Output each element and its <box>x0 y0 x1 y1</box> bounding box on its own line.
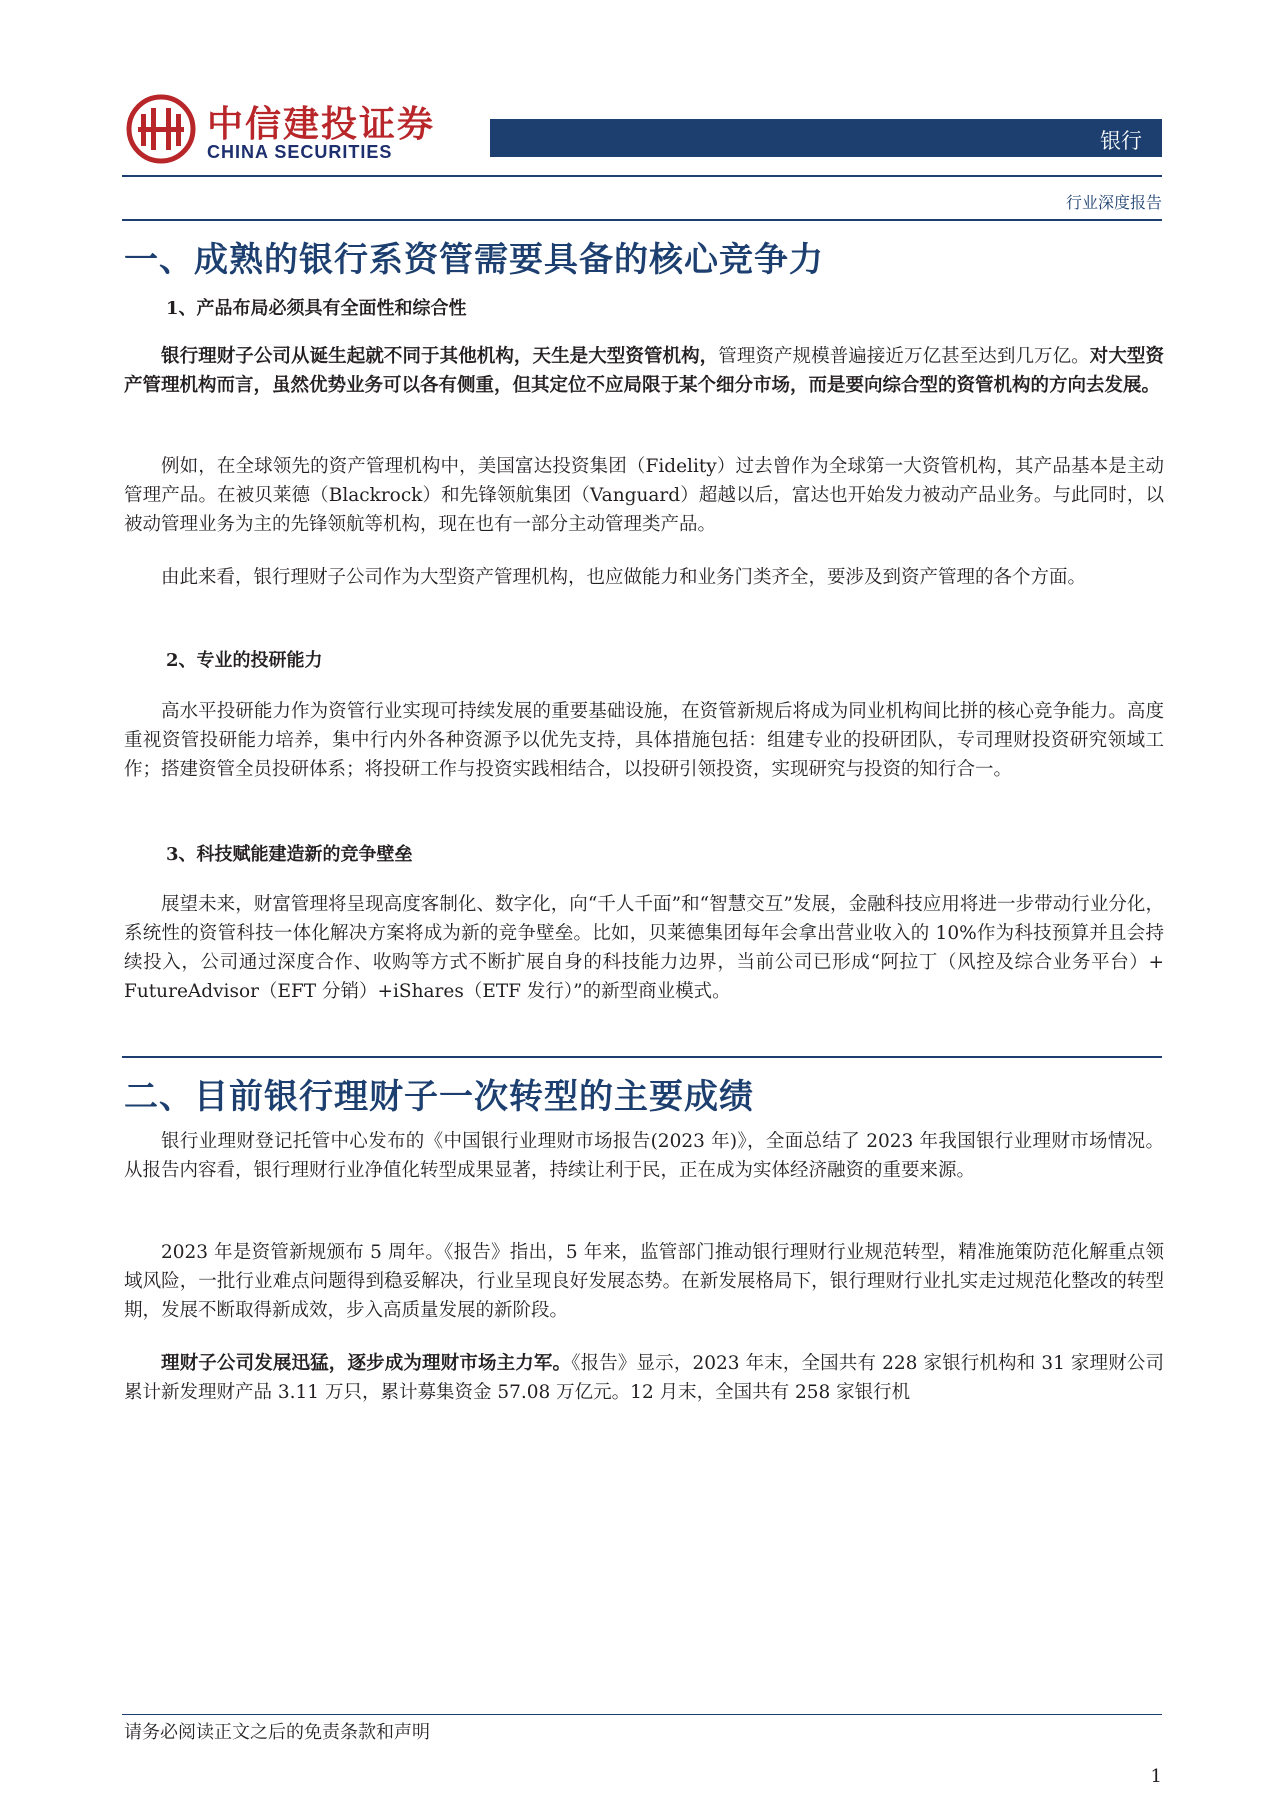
bold-text: 银行理财子公司从诞生起就不同于其他机构，天生是大型资管机构， <box>161 346 719 367</box>
footer-divider <box>122 1714 1162 1715</box>
logo-english-name: CHINA SECURITIES <box>207 142 393 162</box>
header-divider <box>122 175 1162 177</box>
sector-label: 银行 <box>1100 129 1142 153</box>
normal-text: 《报告》显示，2023 年末，全国共有 228 家银行机构和 31 家理财公司累计新发理财产品 3.11 万只，累计募集资金 57.08 万亿元。12 月末，全国共有 258 家银行机 <box>124 1353 1164 1403</box>
paragraph <box>124 342 1164 400</box>
normal-text: 管理资产规模普遍接近万亿甚至达到几万亿。 <box>718 346 1090 367</box>
subsection-heading: 1、产品布局必须具有全面性和综合性 <box>166 298 467 319</box>
footer-disclaimer: 请务必阅读正文之后的免责条款和声明 <box>124 1722 430 1743</box>
paragraph <box>124 1349 1164 1407</box>
paragraph: 2023 年是资管新规颁布 5 周年。《报告》指出，5 年来，监管部门推动银行理财行业规范转型，精准施策防范化解重点领域风险，一批行业难点问题得到稳妥解决，行业呈现良好发展态势。在新发展格局下，银行理财行业扎实走过规范化整改的转型期，发展不断取得新成效，步入高质量发展的新阶段。 <box>124 1242 1164 1321</box>
china-securities-logo-icon <box>126 94 196 164</box>
paragraph: 高水平投研能力作为资管行业实现可持续发展的重要基础设施，在资管新规后将成为同业机构间比拼的核心竞争能力。高度重视资管投研能力培养，集中行内外各种资源予以优先支持，具体措施包括：组建专业的投研团队，专司理财投资研究领域工作；搭建资管全员投研体系；将投研工作与投资实践相结合，以投研引领投资，实现研究与投资的知行合一。 <box>124 701 1164 780</box>
bold-text: 对大型资产管理机构而言，虽然优势业务可以各有侧重，但其定位不应局限于某个细分市场，而是要向综合型的资管机构的方向去发展。 <box>124 346 1164 396</box>
section-heading: 二、目前银行理财子一次转型的主要成绩 <box>124 1077 754 1117</box>
paragraph: 展望未来，财富管理将呈现高度客制化、数字化，向“千人千面”和“智慧交互”发展，金融科技应用将进一步带动行业分化，系统性的资管科技一体化解决方案将成为新的竞争壁垒。比如，贝莱德集团每年会拿出营业收入的 10%作为科技预算并且会持续投入，公司通过深度合作、收购等方式不断扩展自身的科技能力边界，当前公司已形成“阿拉丁（风控及综合业务平台）+ FutureAdvisor（EFT 分销）+iShares（ETF 发行）”的新型商业模式。 <box>124 894 1164 1002</box>
section-heading: 一、成熟的银行系资管需要具备的核心竞争力 <box>124 240 824 280</box>
bold-text: 理财子公司发展迅猛，逐步成为理财市场主力军。 <box>161 1353 572 1374</box>
sector-banner <box>490 119 1162 157</box>
report-type-label: 行业深度报告 <box>1065 193 1162 212</box>
page-number: 1 <box>1150 1766 1162 1787</box>
page-header <box>0 0 1280 260</box>
paragraph: 银行业理财登记托管中心发布的《中国银行业理财市场报告(2023 年)》，全面总结了 2023 年我国银行业理财市场情况。从报告内容看，银行理财行业净值化转型成果显著，持续让利于民，正在成为实体经济融资的重要来源。 <box>124 1131 1164 1181</box>
logo-chinese-name: 中信建投证券 <box>207 104 436 145</box>
section-divider <box>122 1056 1162 1058</box>
paragraph: 例如，在全球领先的资产管理机构中，美国富达投资集团（Fidelity）过去曾作为全球第一大资管机构，其产品基本是主动管理产品。在被贝莱德（Blackrock）和先锋领航集团（Vanguard）超越以后，富达也开始发力被动产品业务。与此同时，以被动管理业务为主的先锋领航等机构，现在也有一部分主动管理类产品。 <box>124 456 1164 535</box>
paragraph: 由此来看，银行理财子公司作为大型资产管理机构，也应做能力和业务门类齐全，要涉及到资产管理的各个方面。 <box>161 567 1087 588</box>
subsection-heading: 2、专业的投研能力 <box>166 650 323 671</box>
subsection-heading: 3、科技赋能建造新的竞争壁垒 <box>166 844 413 865</box>
section-divider <box>122 219 1162 221</box>
